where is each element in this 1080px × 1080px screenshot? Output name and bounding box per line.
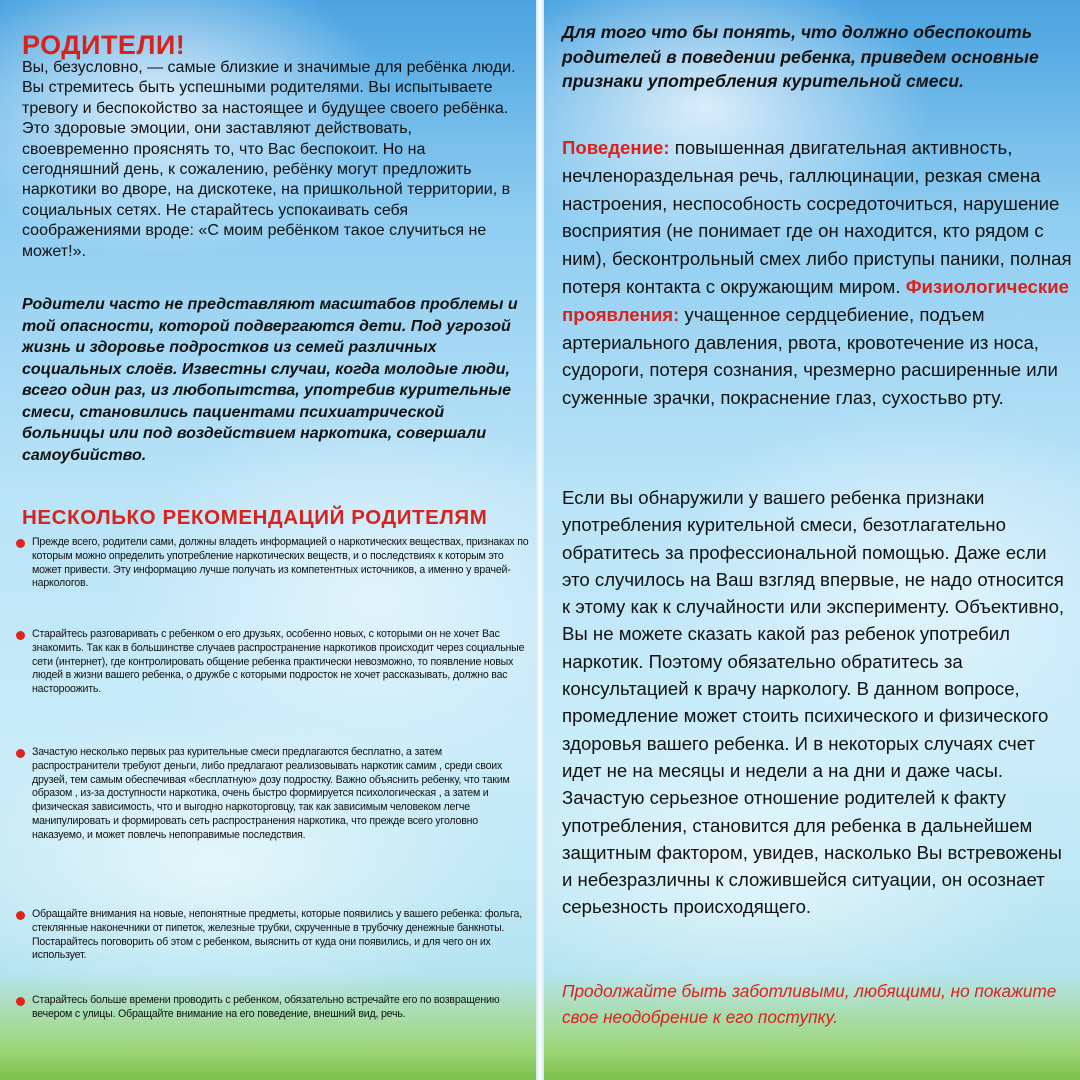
panel-divider bbox=[536, 0, 544, 1080]
warning-paragraph: Родители часто не представляют масштабов проблемы и той опасности, которой подвергаются дети. Под угрозой жизнь и здоровье подростков из семей различных социальных слоёв. Известны случаи, когда молодые люди, всего один раз, из любопытства, употребив курительные смеси, становились пациентами психиатрической больницы или под воздействием наркотика, совершали самоубийство. bbox=[22, 296, 518, 464]
recommendations-heading: НЕСКОЛЬКО РЕКОМЕНДАЦИЙ РОДИТЕЛЯМ bbox=[22, 506, 488, 529]
right-panel bbox=[544, 0, 1080, 1080]
list-item bbox=[14, 994, 529, 1022]
list-item bbox=[14, 536, 529, 591]
physio-text: учащенное сердцебиение, подъем артериального давления, рвота, кровотечение из носа, судороги, потеря сознания, чрезмерно расширенные или суженные зрачки, покраснение глаз, сухостьво рту. bbox=[562, 303, 1058, 409]
list-item bbox=[14, 908, 529, 963]
bullet-dot-icon bbox=[16, 749, 25, 758]
signs-list bbox=[562, 134, 1072, 412]
list-item bbox=[14, 628, 529, 697]
advice-paragraph: Если вы обнаружили у вашего ребенка признаки употребления курительной смеси, безотлагательно обратитесь за профессиональной помощью. Даже если это случилось на Ваш взгляд впервые, не надо относится к этому как к случайности или эксперименту. Объективно, Вы не можете сказать какой раз ребенок употребил наркотик. Поэтому обязательно обратитесь за консультацией к врачу наркологу. В данном вопросе, промедление может стоить психического и физического здоровья вашего ребенка. И в некоторых случаях счет идет не на месяцы и недели а на дни и даже часы. Зачастую серьезное отношение родителей к факту употребления, становится для ребенка в дальнейшем защитным фактором, увидев, насколько Вы встревожены и небезразличны к сложившейся ситуации, он осознает серьезность происходящего. bbox=[562, 487, 1065, 918]
bullet-dot-icon bbox=[16, 539, 25, 548]
list-item-text: Старайтесь разговаривать с ребенком о его друзьях, особенно новых, с которыми он не хочет Вас знакомить. Так как в большинстве случаев распространение наркотиков происходит через социальные сети (интернет), где контролировать общение ребенка практически невозможно, то появление новых людей в жизни вашего ребенка, о дружбе с которыми подросток не хочет рассказывать, должно вас настороожить. bbox=[32, 628, 525, 696]
behavior-label: Поведение: bbox=[562, 137, 670, 158]
parents-heading: РОДИТЕЛИ! bbox=[22, 30, 186, 60]
signs-intro: Для того что бы понять, что должно обеспокоить родителей в поведении ребенка, приведем основные признаки употребления курительной смеси. bbox=[562, 22, 1039, 91]
bullet-dot-icon bbox=[16, 911, 25, 920]
list-item bbox=[14, 746, 529, 843]
list-item-text: Прежде всего, родители сами, должны владеть информацией о наркотических веществах, признаках по которым можно определить употребление наркотических веществ, и о последствиях к которым это может привести. Эту информацию лучше получать из компетентных источников, а именно у врачей-наркологов. bbox=[32, 536, 529, 590]
list-item-text: Обращайте внимания на новые, непонятные предметы, которые появились у вашего ребенка: фольга, стеклянные наконечники от пипеток, железные трубки, скрученные в трубочку денежные банкноты. Постарайтесь поговорить об этом с ребенком, выяснить от куда они появились, и для чего он их использует. bbox=[32, 908, 522, 962]
intro-paragraph: Вы, безусловно, — самые близкие и значимые для ребёнка люди. Вы стремитесь быть успешными родителями. Вы испытываете тревогу и беспокойство за настоящее и будущее своего ребёнка. Это здоровые эмоции, они заставляют действовать, своевременно прояснять то, что Вас беспокоит. Но на сегодняшний день, к сожалению, ребёнку могут предложить наркотики во дворе, на дискотеке, на пришкольной территории, в социальных сетях. Не старайтесь успокаивать себя соображениями вроде: «С моим ребёнком такое случиться не может!». bbox=[22, 59, 516, 260]
bullet-dot-icon bbox=[16, 997, 25, 1006]
closing-paragraph: Продолжайте быть заботливыми, любящими, но покажите свое неодобрение к его поступку. bbox=[562, 981, 1057, 1027]
list-item-text: Старайтесь больше времени проводить с ребенком, обязательно встречайте его по возвращению вечером с улицы. Обращайте внимание на его поведение, внешний вид, речь. bbox=[32, 994, 500, 1020]
left-panel bbox=[0, 0, 536, 1080]
bullet-dot-icon bbox=[16, 631, 25, 640]
behavior-text: повышенная двигательная активность, нечленораздельная речь, галлюцинации, резкая смена настроения, неспособность сосредоточиться, нарушение восприятия (не понимает где он находится, кто рядом с ним), бесконтрольный смех либо приступы паники, полная потеря контакта с окружающим миром. bbox=[562, 137, 1072, 297]
list-item-text: Зачастую несколько первых раз курительные смеси предлагаются бесплатно, а затем распространители требуют деньги, либо предлагают реализовывать наркотик самим , среди своих друзей, тем самым обеспечивая «бесплатную» дозу подростку. Важно объяснить ребенку, что таким образом , из-за доступности наркотика, очень быстро формируется психологическая , а затем и физическая зависимость, что и выгодно наркоторговцу, так как зависимым человеком легче манипулировать и формировать сеть распространения наркотика, что прежде всего уголовно наказуемо, и может повлечь непоправимые последствия. bbox=[32, 746, 510, 841]
physio-label: Физиологические проявления: bbox=[562, 275, 1069, 325]
